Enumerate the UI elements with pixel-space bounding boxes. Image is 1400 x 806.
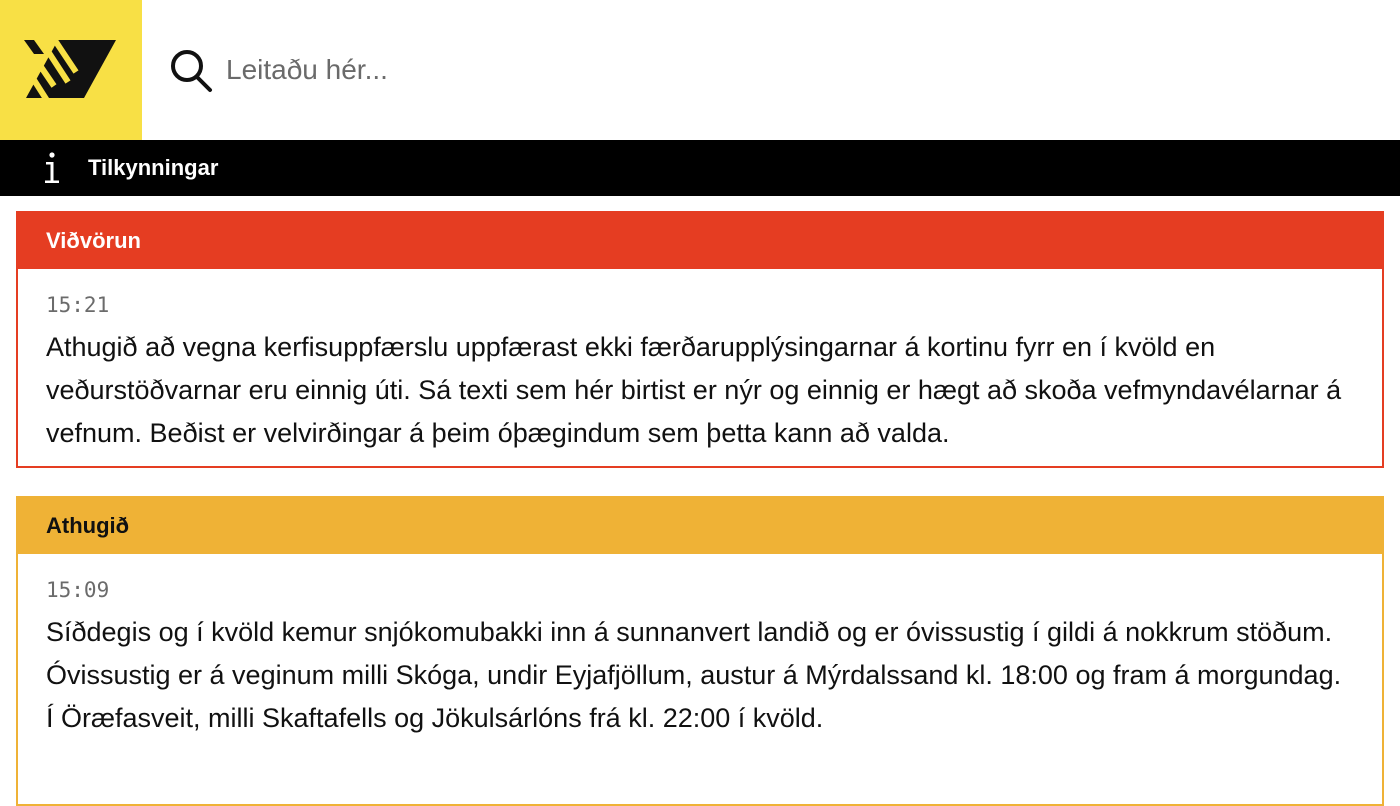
search-icon[interactable] (168, 46, 216, 94)
attention-card-body (18, 554, 1382, 740)
warning-card-body (18, 269, 1382, 455)
info-icon (42, 151, 62, 185)
warning-time: 15:21 (46, 293, 110, 317)
attention-card-header: Athugið (18, 498, 1382, 554)
logo[interactable] (0, 0, 142, 140)
attention-time: 15:09 (46, 578, 110, 602)
site-header (0, 0, 1400, 140)
warning-text: Athugið að vegna kerfisuppfærslu uppfærast ekki færðarupplýsingarnar á kortinu fyrr en í kvöld en veðurstöðvarnar eru einnig úti. Sá texti sem hér birtist er nýr og einnig er hægt að skoða vefmyndavélarnar á vefnum. Beðist er velvirðingar á þeim óþægindum sem þetta kann að valda. (46, 332, 1342, 448)
warning-card-header: Viðvörun (18, 213, 1382, 269)
attention-text: Síðdegis og í kvöld kemur snjókomubakki inn á sunnanvert landið og er óvissustig í gildi á nokkrum stöðum. Óvissustig er á veginum milli Skóga, undir Eyjafjöllum, austur á Mýrdalssand kl. 18:00 og fram á morgundag. Í Öræfasveit, milli Skaftafells og Jökulsárlóns frá kl. 22:00 í kvöld. (46, 617, 1342, 733)
search-input[interactable] (226, 46, 1126, 94)
logo-icon (24, 36, 120, 102)
search-bar (168, 44, 1348, 96)
notices-bar[interactable] (0, 140, 1400, 196)
warning-card (16, 211, 1384, 468)
attention-card (16, 496, 1384, 806)
notices-title: Tilkynningar (88, 155, 219, 180)
